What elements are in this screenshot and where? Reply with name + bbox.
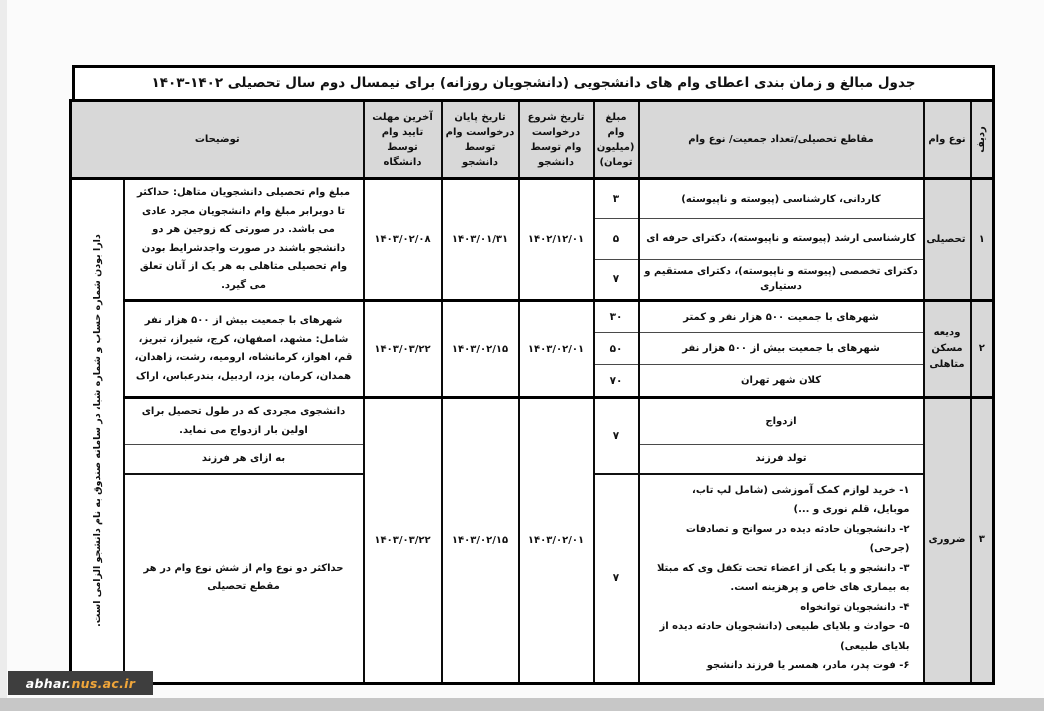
header-levels: مقاطع تحصیلی/تعداد جمعیت/ نوع وام	[639, 101, 924, 179]
end-date-cell: ۱۴۰۳/۰۲/۱۵	[442, 398, 519, 684]
note-cell: دانشجوی مجردی که در طول تحصیل برای اولین بار ازدواج می نماید.	[124, 398, 364, 445]
category-cell: کلان شهر تهران	[639, 365, 924, 398]
essential-item: ۱- خرید لوازم کمک آموزشی (شامل لپ تاب، موبایل، قلم نوری و ...)	[692, 484, 910, 515]
category-cell: شهرهای با جمعیت ۵۰۰ هزار نفر و کمتر	[639, 301, 924, 333]
amount-cell: ۵۰	[594, 333, 639, 365]
essential-item: ۶- فوت پدر، مادر، همسر یا فرزند دانشجو	[706, 660, 910, 671]
loan-schedule-document	[72, 65, 995, 685]
deadline-cell: ۱۴۰۳/۰۳/۲۲	[364, 398, 442, 684]
header-notes: توضیحات	[71, 101, 364, 179]
amount-cell: ۷	[594, 398, 639, 474]
row-index: ۳	[971, 398, 994, 684]
header-start-date: تاریخ شروع درخواست وام توسط دانشجو	[519, 101, 594, 179]
essential-item: ۲- دانشجویان حادثه دیده در سوانح و تصادفات (جرحی)	[685, 523, 910, 554]
loan-type-cell: ضروری	[924, 398, 971, 684]
header-amount: مبلغ وام (میلیون تومان)	[594, 101, 639, 179]
amount-cell: ۷	[594, 474, 639, 684]
category-cell: تولد فرزند	[639, 445, 924, 474]
amount-cell: ۷۰	[594, 365, 639, 398]
watermark-badge	[8, 671, 153, 695]
loan-schedule-table	[69, 99, 995, 685]
category-cell: دکترای تخصصی (پیوسته و ناپیوسته)، دکترای مستقیم و دستیاری	[639, 259, 924, 300]
essential-item: ۳- دانشجو و یا یکی از اعضاء تحت تکفل وی که مبتلا به بیماری های خاص و پرهزینه است.	[656, 562, 910, 593]
category-cell: ازدواج	[639, 398, 924, 445]
essential-loan-list-cell	[639, 474, 924, 684]
watermark-suffix: nus.ac.ir	[71, 675, 136, 691]
watermark-prefix: abhar.	[25, 675, 72, 691]
side-requirement-cell	[71, 179, 124, 684]
header-loan-type: نوع وام	[924, 101, 971, 179]
end-date-cell: ۱۴۰۳/۰۲/۱۵	[442, 301, 519, 398]
amount-cell: ۵	[594, 219, 639, 259]
header-row-number	[971, 101, 994, 179]
amount-cell: ۳۰	[594, 301, 639, 333]
category-cell: کارشناسی ارشد (پیوسته و ناپیوسته)، دکترای حرفه ای	[639, 219, 924, 259]
note-cell: به ازای هر فرزند	[124, 445, 364, 474]
scan-edge	[0, 0, 7, 711]
deadline-cell: ۱۴۰۳/۰۲/۰۸	[364, 179, 442, 301]
start-date-cell: ۱۴۰۳/۰۲/۰۱	[519, 398, 594, 684]
start-date-cell: ۱۴۰۲/۱۲/۰۱	[519, 179, 594, 301]
essential-item: ۵- حوادث و بلایای طبیعی (دانشجویان حادثه دیده از بلایای طبیعی)	[659, 621, 910, 652]
loan-type-cell: ودیعه مسکن متاهلی	[924, 301, 971, 398]
table-row	[71, 179, 994, 219]
row-index: ۲	[971, 301, 994, 398]
header-row-number-label: ردیف	[976, 126, 988, 153]
table-row	[71, 398, 994, 445]
table-title: جدول مبالغ و زمان بندی اعطای وام های دانشجویی (دانشجویان روزانه) برای نیمسال دوم سال تحصیلی ۱۴۰۲-۱۴۰۳	[72, 65, 995, 102]
essential-loan-list	[653, 481, 910, 676]
deadline-cell: ۱۴۰۳/۰۳/۲۲	[364, 301, 442, 398]
scan-bottom-strip	[0, 698, 1044, 711]
header-deadline: آخرین مهلت تایید وام توسط دانشگاه	[364, 101, 442, 179]
side-requirement-text: دارا بودن شماره حساب و شماره شبا، در سامانه صندوق به نام دانشجو الزامی است.	[91, 234, 103, 628]
end-date-cell: ۱۴۰۳/۰۱/۳۱	[442, 179, 519, 301]
row-index: ۱	[971, 179, 994, 301]
note-cell: شهرهای با جمعیت بیش از ۵۰۰ هزار نفر شامل: مشهد، اصفهان، کرج، شیراز، تبریز، قم، اهواز، کرمانشاه، ارومیه، رشت، زاهدان، همدان، کرمان، یزد، اردبیل، بندرعباس، اراک	[124, 301, 364, 398]
amount-cell: ۳	[594, 179, 639, 219]
start-date-cell: ۱۴۰۳/۰۲/۰۱	[519, 301, 594, 398]
note-cell: حداکثر دو نوع وام از شش نوع وام در هر مقطع تحصیلی	[124, 474, 364, 684]
amount-cell: ۷	[594, 259, 639, 300]
essential-item: ۴- دانشجویان توانخواه	[800, 601, 910, 613]
table-row	[71, 301, 994, 333]
note-cell: مبلغ وام تحصیلی دانشجویان متاهل: حداکثر تا دوبرابر مبلغ وام دانشجویان مجرد عادی می باشد. در صورتی که زوجین هر دو دانشجو باشند در صورت واجدشرایط بودن وام تحصیلی متاهلی به هر یک از آنان تعلق می گیرد.	[124, 179, 364, 301]
category-cell: کاردانی، کارشناسی (پیوسته و ناپیوسته)	[639, 179, 924, 219]
header-end-date: تاریخ پایان درخواست وام توسط دانشجو	[442, 101, 519, 179]
category-cell: شهرهای با جمعیت بیش از ۵۰۰ هزار نفر	[639, 333, 924, 365]
loan-type-cell: تحصیلی	[924, 179, 971, 301]
